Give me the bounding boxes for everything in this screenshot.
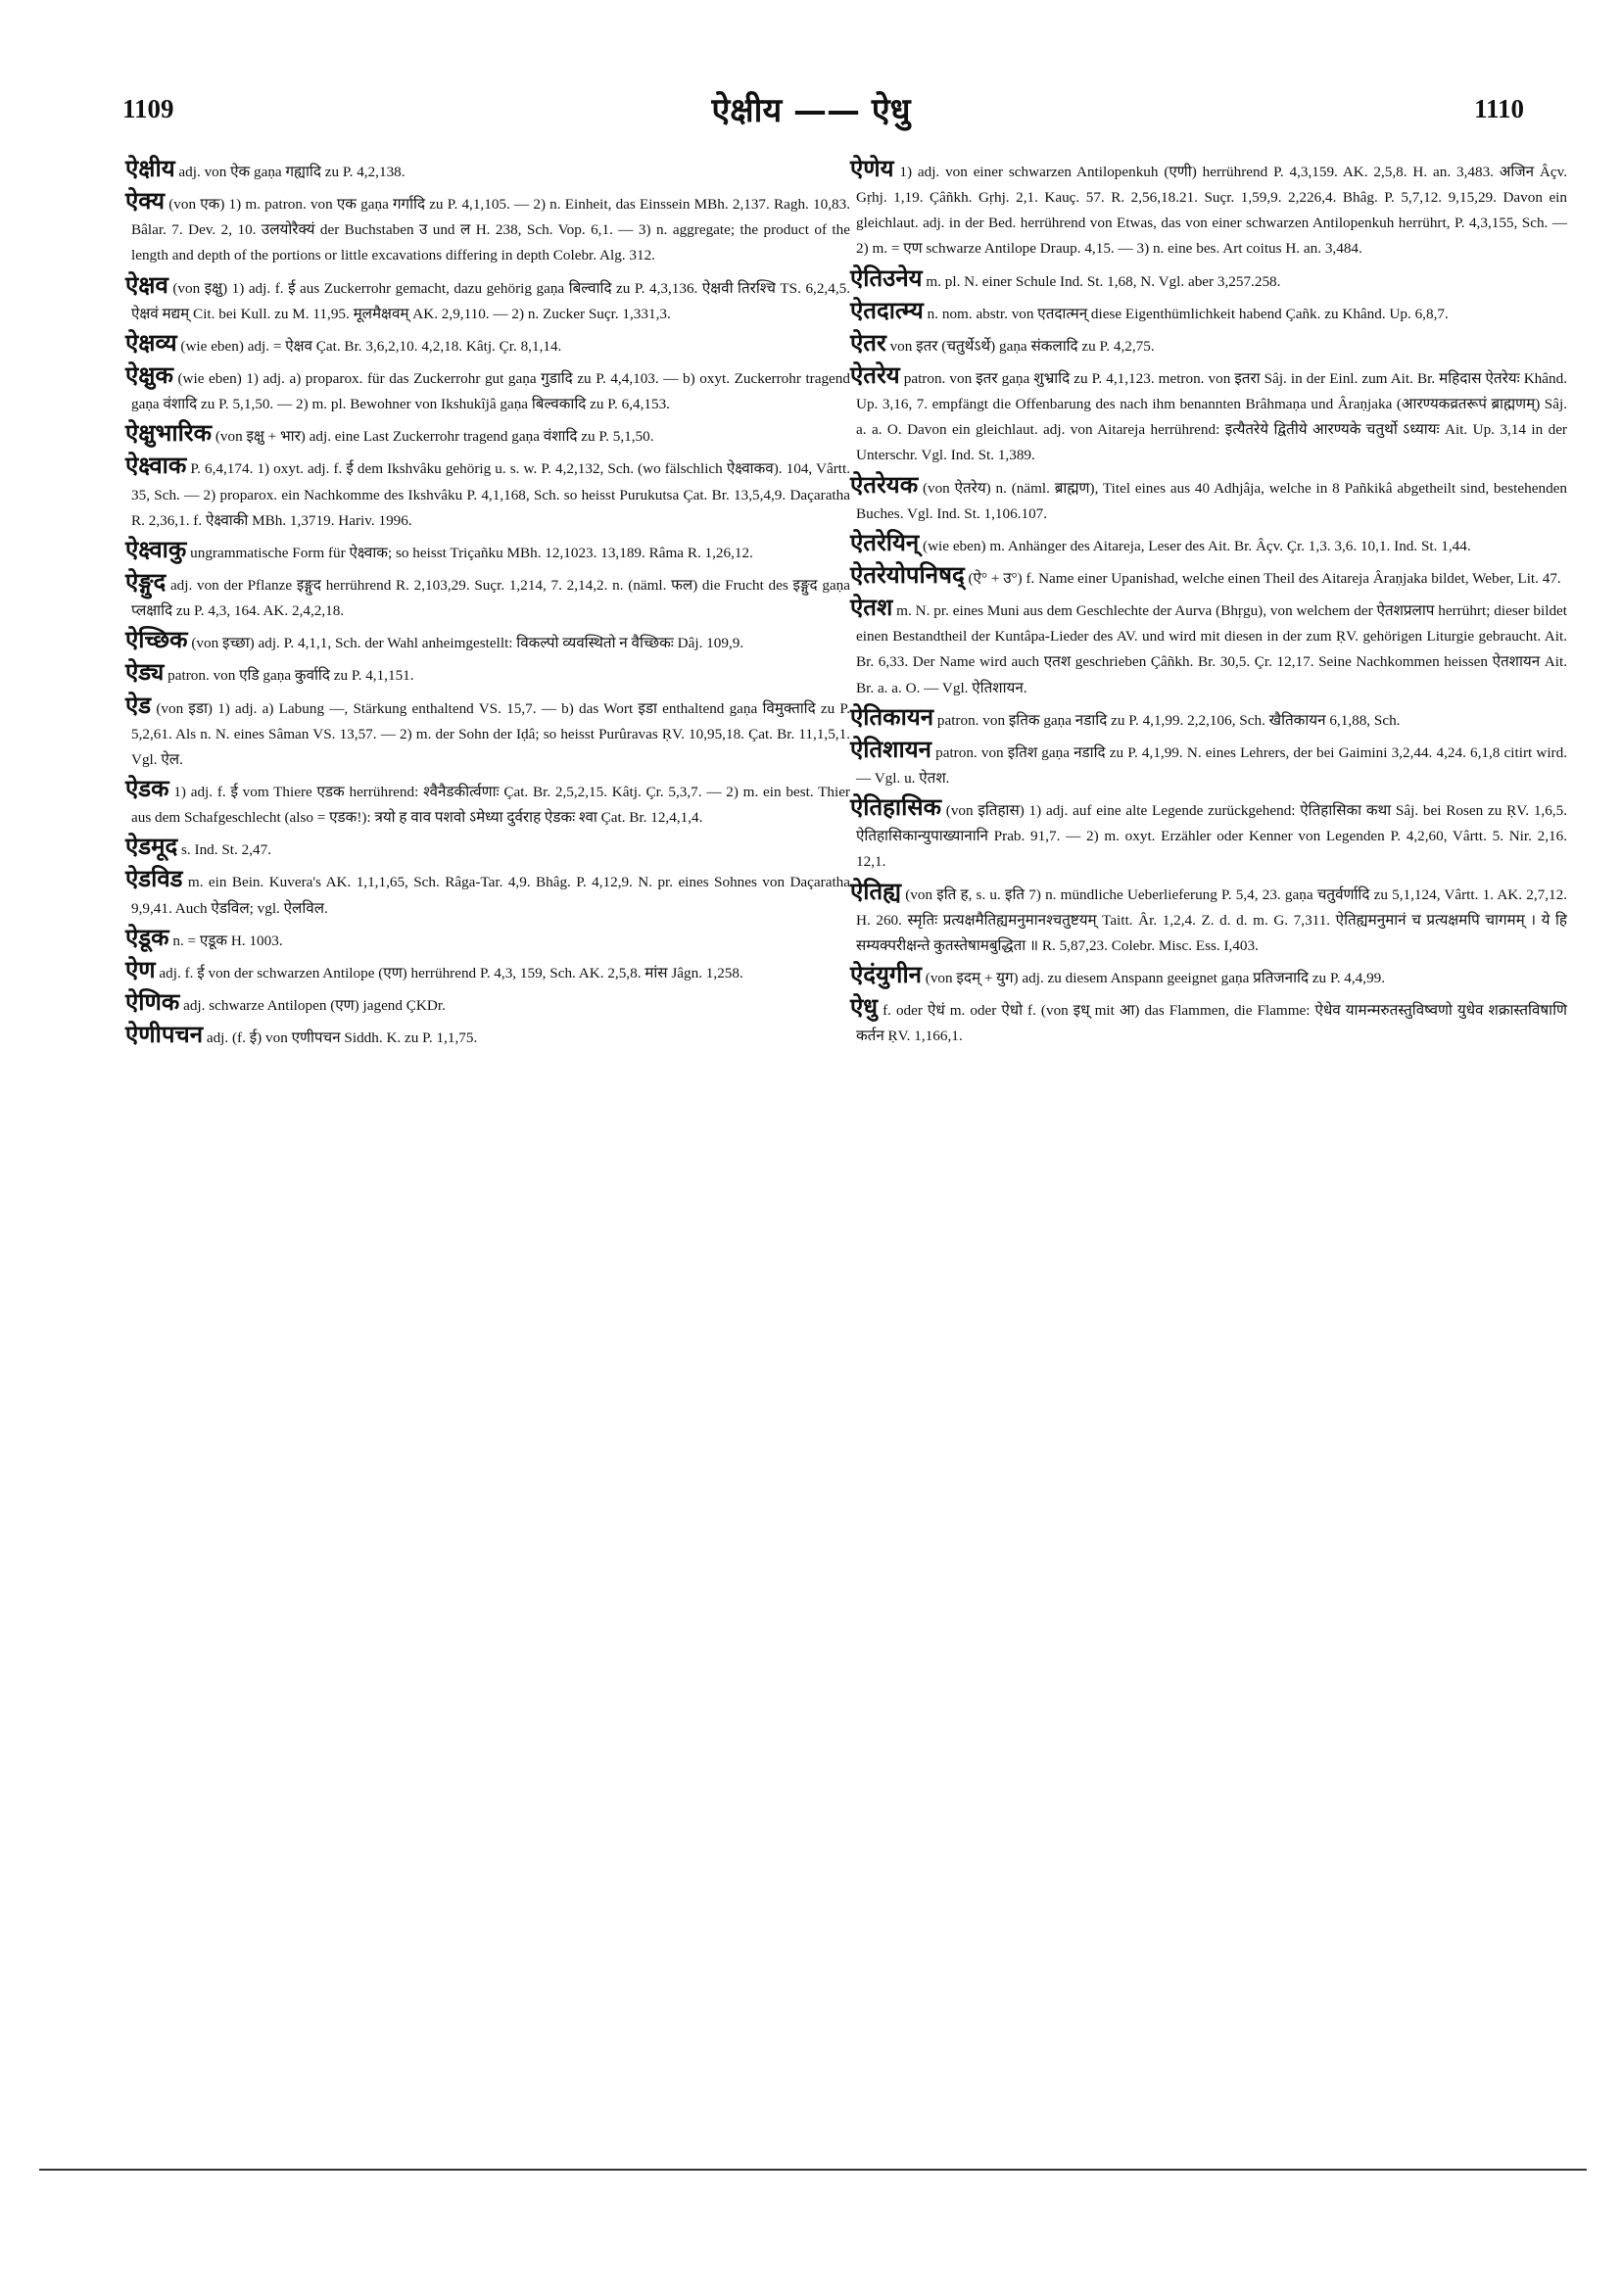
- entry-body: (von इक्षु + भार) adj. eine Last Zuckerrohr tragend gaṇa वंशादि zu P. 5,1,50.: [215, 428, 654, 446]
- dictionary-entry: [850, 296, 1567, 327]
- entry-body: n. nom. abstr. von एतदात्मन् diese Eigenthümlichkeit habend Çañk. zu Khând. Up. 6,8,7.: [927, 305, 1449, 322]
- headword: ऐतिह्य: [850, 877, 902, 905]
- dictionary-entry: [850, 157, 1567, 263]
- dictionary-entry: [850, 470, 1567, 527]
- dictionary-entry: [850, 263, 1567, 295]
- dictionary-entry: [850, 795, 1567, 875]
- dictionary-entry: [850, 735, 1568, 791]
- dictionary-entry: [125, 535, 850, 566]
- dictionary-entry: [125, 955, 850, 986]
- dictionary-entry: [850, 877, 1567, 959]
- dictionary-entry: [125, 867, 850, 921]
- headword: ऐतिहासिक: [850, 793, 941, 822]
- headword: ऐतिउनेय: [850, 263, 923, 292]
- entry-body: (von ऐतरेय) n. (näml. ब्राह्मण), Titel eines aus 40 Adhjâja, welche in 8 Pañkikâ abgetheilt sind, bestehenden Buches. Vgl. Ind. St. 1,106.107.: [856, 479, 1567, 522]
- entry-body: (von इदम् + युग) adj. zu diesem Anspann geeignet gaṇa प्रतिजनादि zu P. 4,4,99.: [925, 969, 1386, 986]
- entry-body: (von इडा) 1) adj. a) Labung —, Stärkung enthaltend VS. 15,7. — b) das Wort इडा enthaltend gaṇa विमुक्तादि zu P. 5,2,61. Als n. N. eines Sâman VS. 13,57. — 2) m. der Sohn der Iḍâ; so heisst Purûravas ṚV. 10,95,18. Çat. Br. 11,1,5,1. Vgl. ऐल.: [131, 699, 850, 768]
- entry-body: patron. von इतिश gaṇa नडादि zu P. 4,1,99. N. eines Lehrers, der bei Gaimini 3,2,44. 4,24. 6,1,8 citirt wird. — Vgl. u. ऐतश.: [856, 743, 1568, 787]
- entry-body: m. pl. N. einer Schule Ind. St. 1,68, N. Vgl. aber 3,257.258.: [926, 272, 1281, 290]
- dictionary-entry: [850, 360, 1567, 469]
- dictionary-entry: [850, 702, 1567, 734]
- headword: ऐणेय: [850, 155, 894, 182]
- headword: ऐङ्गुद: [125, 567, 167, 596]
- headword: ऐधु: [850, 993, 879, 1022]
- entry-body: 1) adj. von einer schwarzen Antilopenkuh (एणी) herrührend P. 4,3,159. AK. 2,5,8. H. an. 3,483. अजिन Âçv. Gṛhj. 1,19. Çâñkh. Gṛhj. 2,1. Kauç. 57. R. 2,56,18.21. Suçr. 1,59,9. 2,226,4. Bhâg. P. 5,7,12. 9,15,29. Davon ein gleichlaut. adj. in der Bed. herrührend von Etwas, das von einer schwarzen Antilopenkuh herrührt, P. 4,3,155, Sch. — 2) m. = एण schwarze Antilope Draup. 4,15. — 3) n. eine bes. Art coitus H. an. 3,484.: [856, 164, 1567, 258]
- headword: ऐक्षव: [125, 270, 168, 299]
- entry-body: (von एक) 1) m. patron. von एक gaṇa गर्गादि zu P. 4,1,105. — 2) n. Einheit, das Einssein MBh. 2,137. Ragh. 10,83. Bâlar. 7. Dev. 2, 10. उलयोरैक्यं der Buchstaben उ und ल H. 238, Sch. Vop. 6,1. — 3) n. aggregate; the product of the length and depth of the portions or little excavations differing in depth Colebr. Alg. 312.: [131, 196, 850, 264]
- dictionary-entry: [125, 660, 850, 689]
- dictionary-entry: [125, 628, 850, 656]
- headword: ऐणिक: [125, 987, 180, 1016]
- dictionary-entry: [850, 596, 1567, 701]
- dictionary-entry: [850, 328, 1567, 359]
- entry-body: 1) adj. f. ई vom Thiere एडक herrührend: श्वैनैडकीर्त्वणाः Çat. Br. 2,5,2,15. Kâtj. Çr. 5,3,7. — 2) m. ein best. Thier aus dem Schafgeschlecht (also = एडक!): त्रयो ह वाव पशवो ऽमेध्या दुर्वराह ऐडकः श्वा Çat. Br. 12,4,1,4.: [131, 783, 850, 827]
- bottom-rule: [39, 2169, 1587, 2171]
- headword: ऐतश: [850, 594, 893, 622]
- headword: ऐतदात्म्य: [850, 296, 924, 324]
- entry-body: (von इक्षु) 1) adj. f. ई aus Zuckerrohr gemacht, dazu gehörig gaṇa बिल्वादि zu P. 4,3,136. ऐक्षवी तिरश्चि TS. 6,2,4,5. ऐक्षवं मद्यम् Cit. bei Kull. zu M. 11,95. मूलमैक्षवम् AK. 2,9,110. — 2) n. Zucker Suçr. 1,331,3.: [131, 279, 851, 322]
- entry-body: patron. von एडि gaṇa कुर्वादि zu P. 4,1,151.: [167, 667, 414, 685]
- entry-body: adj. f. ई von der schwarzen Antilope (एण) herrührend P. 4,3, 159, Sch. AK. 2,5,8. मांस Jâgn. 1,258.: [159, 964, 743, 981]
- entry-body: m. N. pr. eines Muni aus dem Geschlechte der Aurva (Bhṛgu), von welchem der ऐतशप्रलाप herrührt; dieser bildet einen Bestandtheil der Kuntâpa-Lieder des AV. und wird mit diesen in der zum ṚV. gehörigen Liturgie gebraucht. Ait. Br. 6,33. Der Name wird auch एतश geschrieben Çâñkh. Br. 30,5. Çr. 12,17. Seine Nachkommen heissen ऐतशायन Ait. Br. a. a. O. — Vgl. ऐतिशायन.: [856, 602, 1568, 696]
- headword: ऐतर: [850, 328, 886, 357]
- left-column: [125, 157, 850, 1055]
- headword: ऐडविड: [125, 865, 183, 893]
- headword: ऐतिकायन: [850, 702, 934, 731]
- page-header: [0, 91, 1622, 153]
- entry-body: adj. von der Pflanze इङ्गुद herrührend R. 2,103,29. Suçr. 1,214, 7. 2,14,2. n. (näml. फल) die Frucht des इङ्गुद gaṇa प्लक्षादि zu P. 4,3, 164. AK. 2,4,2,18.: [131, 576, 851, 620]
- entry-body: (ऐ° + उ°) f. Name einer Upanishad, welche einen Theil des Aitareja Âraṇjaka bildet, Weber, Lit. 47.: [968, 569, 1561, 587]
- entry-body: adj. von ऐक gaṇa गह्यादि zu P. 4,2,138.: [178, 164, 406, 180]
- headword: ऐक्षुभारिक: [125, 419, 213, 448]
- headword: ऐक्षीय: [125, 155, 175, 182]
- dictionary-entry: [125, 270, 851, 327]
- headword: ऐण: [125, 955, 156, 983]
- entry-body: (wie eben) 1) adj. a) proparox. für das Zuckerrohr gut gaṇa गुडादि zu P. 4,4,103. — b) oxyt. Zuckerrohr tragend gaṇa वंशादि zu P. 5,1,50. — 2) m. pl. Bewohner von Ikshukîjâ gaṇa बिल्वकादि zu P. 6,4,153.: [131, 369, 850, 413]
- dictionary-entry: [850, 995, 1567, 1049]
- page-number-right: 1110: [1473, 94, 1524, 123]
- entry-body: (von इति ह, s. u. इति 7) n. mündliche Ueberlieferung P. 5,4, 23. gaṇa चतुर्वर्णादि zu 5,1,124, Vârtt. 1. AK. 2,7,12. H. 260. स्मृतिः प्रत्यक्षमैतिह्यमनुमानश्चतुष्टयम् Taitt. Âr. 1,2,4. Z. d. d. m. G. 7,311. ऐतिह्यमनुमानं च प्रत्यक्षमपि चागमम् । ये हि सम्यक्परीक्षन्ते कुतस्तेषामबुद्धिता ॥ R. 5,87,23. Colebr. Misc. Ess. I,403.: [856, 885, 1567, 954]
- headword: ऐड्य: [125, 658, 165, 687]
- headword: ऐतिशायन: [850, 735, 931, 763]
- entry-body: (wie eben) adj. = ऐक्षव Çat. Br. 3,6,2,10. 4,2,18. Kâtj. Çr. 8,1,14.: [180, 337, 562, 355]
- dictionary-entry: [125, 189, 850, 268]
- entry-body: patron. von इतिक gaṇa नडादि zu P. 4,1,99. 2,2,106, Sch. खैतिकायन 6,1,88, Sch.: [936, 711, 1401, 729]
- dictionary-entry: [125, 157, 850, 185]
- headword: ऐतरेयिन्: [850, 528, 920, 556]
- headword: ऐक्ष्वाक: [125, 452, 187, 480]
- entry-body: (wie eben) m. Anhänger des Aitareja, Leser des Ait. Br. Âçv. Çr. 1,3. 3,6. 10,1. Ind. St. 1,44.: [923, 537, 1471, 554]
- entry-body: ungrammatische Form für ऐक्ष्वाक; so heisst Triçañku MBh. 12,1023. 13,189. Râma R. 1,26,12.: [190, 544, 753, 561]
- dictionary-entry: [125, 328, 850, 359]
- headword: ऐड: [125, 691, 152, 719]
- entry-body: P. 6,4,174. 1) oxyt. adj. f. ई dem Ikshvâku gehörig u. s. w. P. 4,2,132, Sch. (wo fälschlich ऐक्ष्वाकव). 104, Vârtt. 35, Sch. — 2) proparox. ein Nachkomme des Ikshvâku P. 4,1,168, Sch. so heisst Purukutsa Çat. Br. 13,5,4,9. Daçaratha R. 2,36,1. f. ऐक्ष्वाकी MBh. 1,3719. Hariv. 1996.: [131, 460, 851, 529]
- dictionary-entry: [125, 454, 850, 533]
- headword: ऐडूक: [125, 923, 169, 951]
- dictionary-entry: [125, 360, 850, 417]
- dictionary-entry: [125, 774, 850, 831]
- headword: ऐदंयुगीन: [850, 960, 922, 988]
- entry-body: f. oder ऐधं m. oder ऐधो f. (von इध् mit आ) das Flammen, die Flamme: ऐधेव यामन्मरुतस्तुविष्वणो युधेव शक्रास्तविषाणि कर्तन ṚV. 1,166,1.: [856, 1002, 1567, 1045]
- headword: ऐडमूद: [125, 833, 178, 861]
- entry-body: (von इतिहास) 1) adj. auf eine alte Legende zurückgehend: ऐतिहासिका कथा Sâj. bei Rosen zu ṚV. 1,6,5. ऐतिहासिकान्युपाख्यानानि Prab. 91,7. — 2) m. oxyt. Erzähler oder Kenner von Legenden P. 4,2,60, Vârtt. 5. Nir. 2,16. 12,1.: [856, 802, 1567, 871]
- headword: ऐक्षुक: [125, 360, 173, 389]
- page-number-left: 1109: [122, 94, 174, 123]
- entry-body: m. ein Bein. Kuvera's AK. 1,1,1,65, Sch. Râga-Tar. 4,9. Bhâg. P. 4,12,9. N. pr. eines Sohnes von Daçaratha 9,9,41. Auch ऐडविल; vgl. ऐलविल.: [131, 874, 850, 917]
- headword: ऐडक: [125, 774, 169, 802]
- headword: ऐणीपचन: [125, 1021, 204, 1049]
- headword: ऐच्छिक: [125, 626, 188, 654]
- headword: ऐतरेय: [850, 360, 900, 389]
- headword: ऐक्य: [125, 187, 166, 215]
- dictionary-entry: [125, 1023, 850, 1051]
- entry-body: n. = एडूक H. 1003.: [172, 932, 283, 949]
- headword: ऐक्ष्वाकु: [125, 535, 187, 563]
- dictionary-entry: [850, 528, 1567, 559]
- entry-body: (von इच्छा) adj. P. 4,1,1, Sch. der Wahl anheimgestellt: विकल्पो व्यवस्थितो न वैच्छिकः Dâj. 109,9.: [191, 635, 744, 652]
- dictionary-entry: [850, 960, 1567, 991]
- entry-body: patron. von इतर gaṇa शुभ्रादि zu P. 4,1,123. metron. von इतरा Sâj. in der Einl. zum Ait. Br. महिदास ऐतरेयः Khând. Up. 3,16, 7. empfängt die Offenbarung des nach ihm benannten Brâhmaṇa und Âraṇjaka (आरण्यकव्रतरूपं ब्राह्मणम्) Sâj. a. a. O. Davon ein gleichlaut. adj. von Aitareja herrührend: इत्यैतरेये द्वितीये आरण्यके चतुर्थो ऽध्यायः Ait. Up. 3,14 in der Unterschr. Vgl. Ind. St. 1,389.: [856, 369, 1567, 464]
- headword: ऐतरेयोपनिषद्: [850, 560, 965, 589]
- entry-body: adj. (f. ई) von एणीपचन Siddh. K. zu P. 1,1,75.: [206, 1029, 478, 1047]
- dictionary-entry: [850, 560, 1567, 592]
- right-column: [850, 157, 1567, 1053]
- dictionary-entry: [125, 567, 851, 624]
- dictionary-entry: [125, 691, 850, 773]
- entry-body: von इतर (चतुर्थेऽर्थे) gaṇa संकलादि zu P. 4,2,75.: [889, 337, 1155, 355]
- entry-body: adj. schwarze Antilopen (एण) jagend ÇKDr.: [183, 996, 446, 1014]
- dictionary-entry: [125, 923, 850, 954]
- headword: ऐक्षव्य: [125, 328, 177, 357]
- dictionary-entry: [125, 835, 850, 863]
- headword: ऐतरेयक: [850, 470, 919, 499]
- running-title: ऐक्षीय —— ऐधु: [711, 91, 911, 130]
- entry-body: s. Ind. St. 2,47.: [181, 841, 271, 859]
- dictionary-entry: [125, 421, 850, 450]
- dictionary-entry: [125, 987, 850, 1019]
